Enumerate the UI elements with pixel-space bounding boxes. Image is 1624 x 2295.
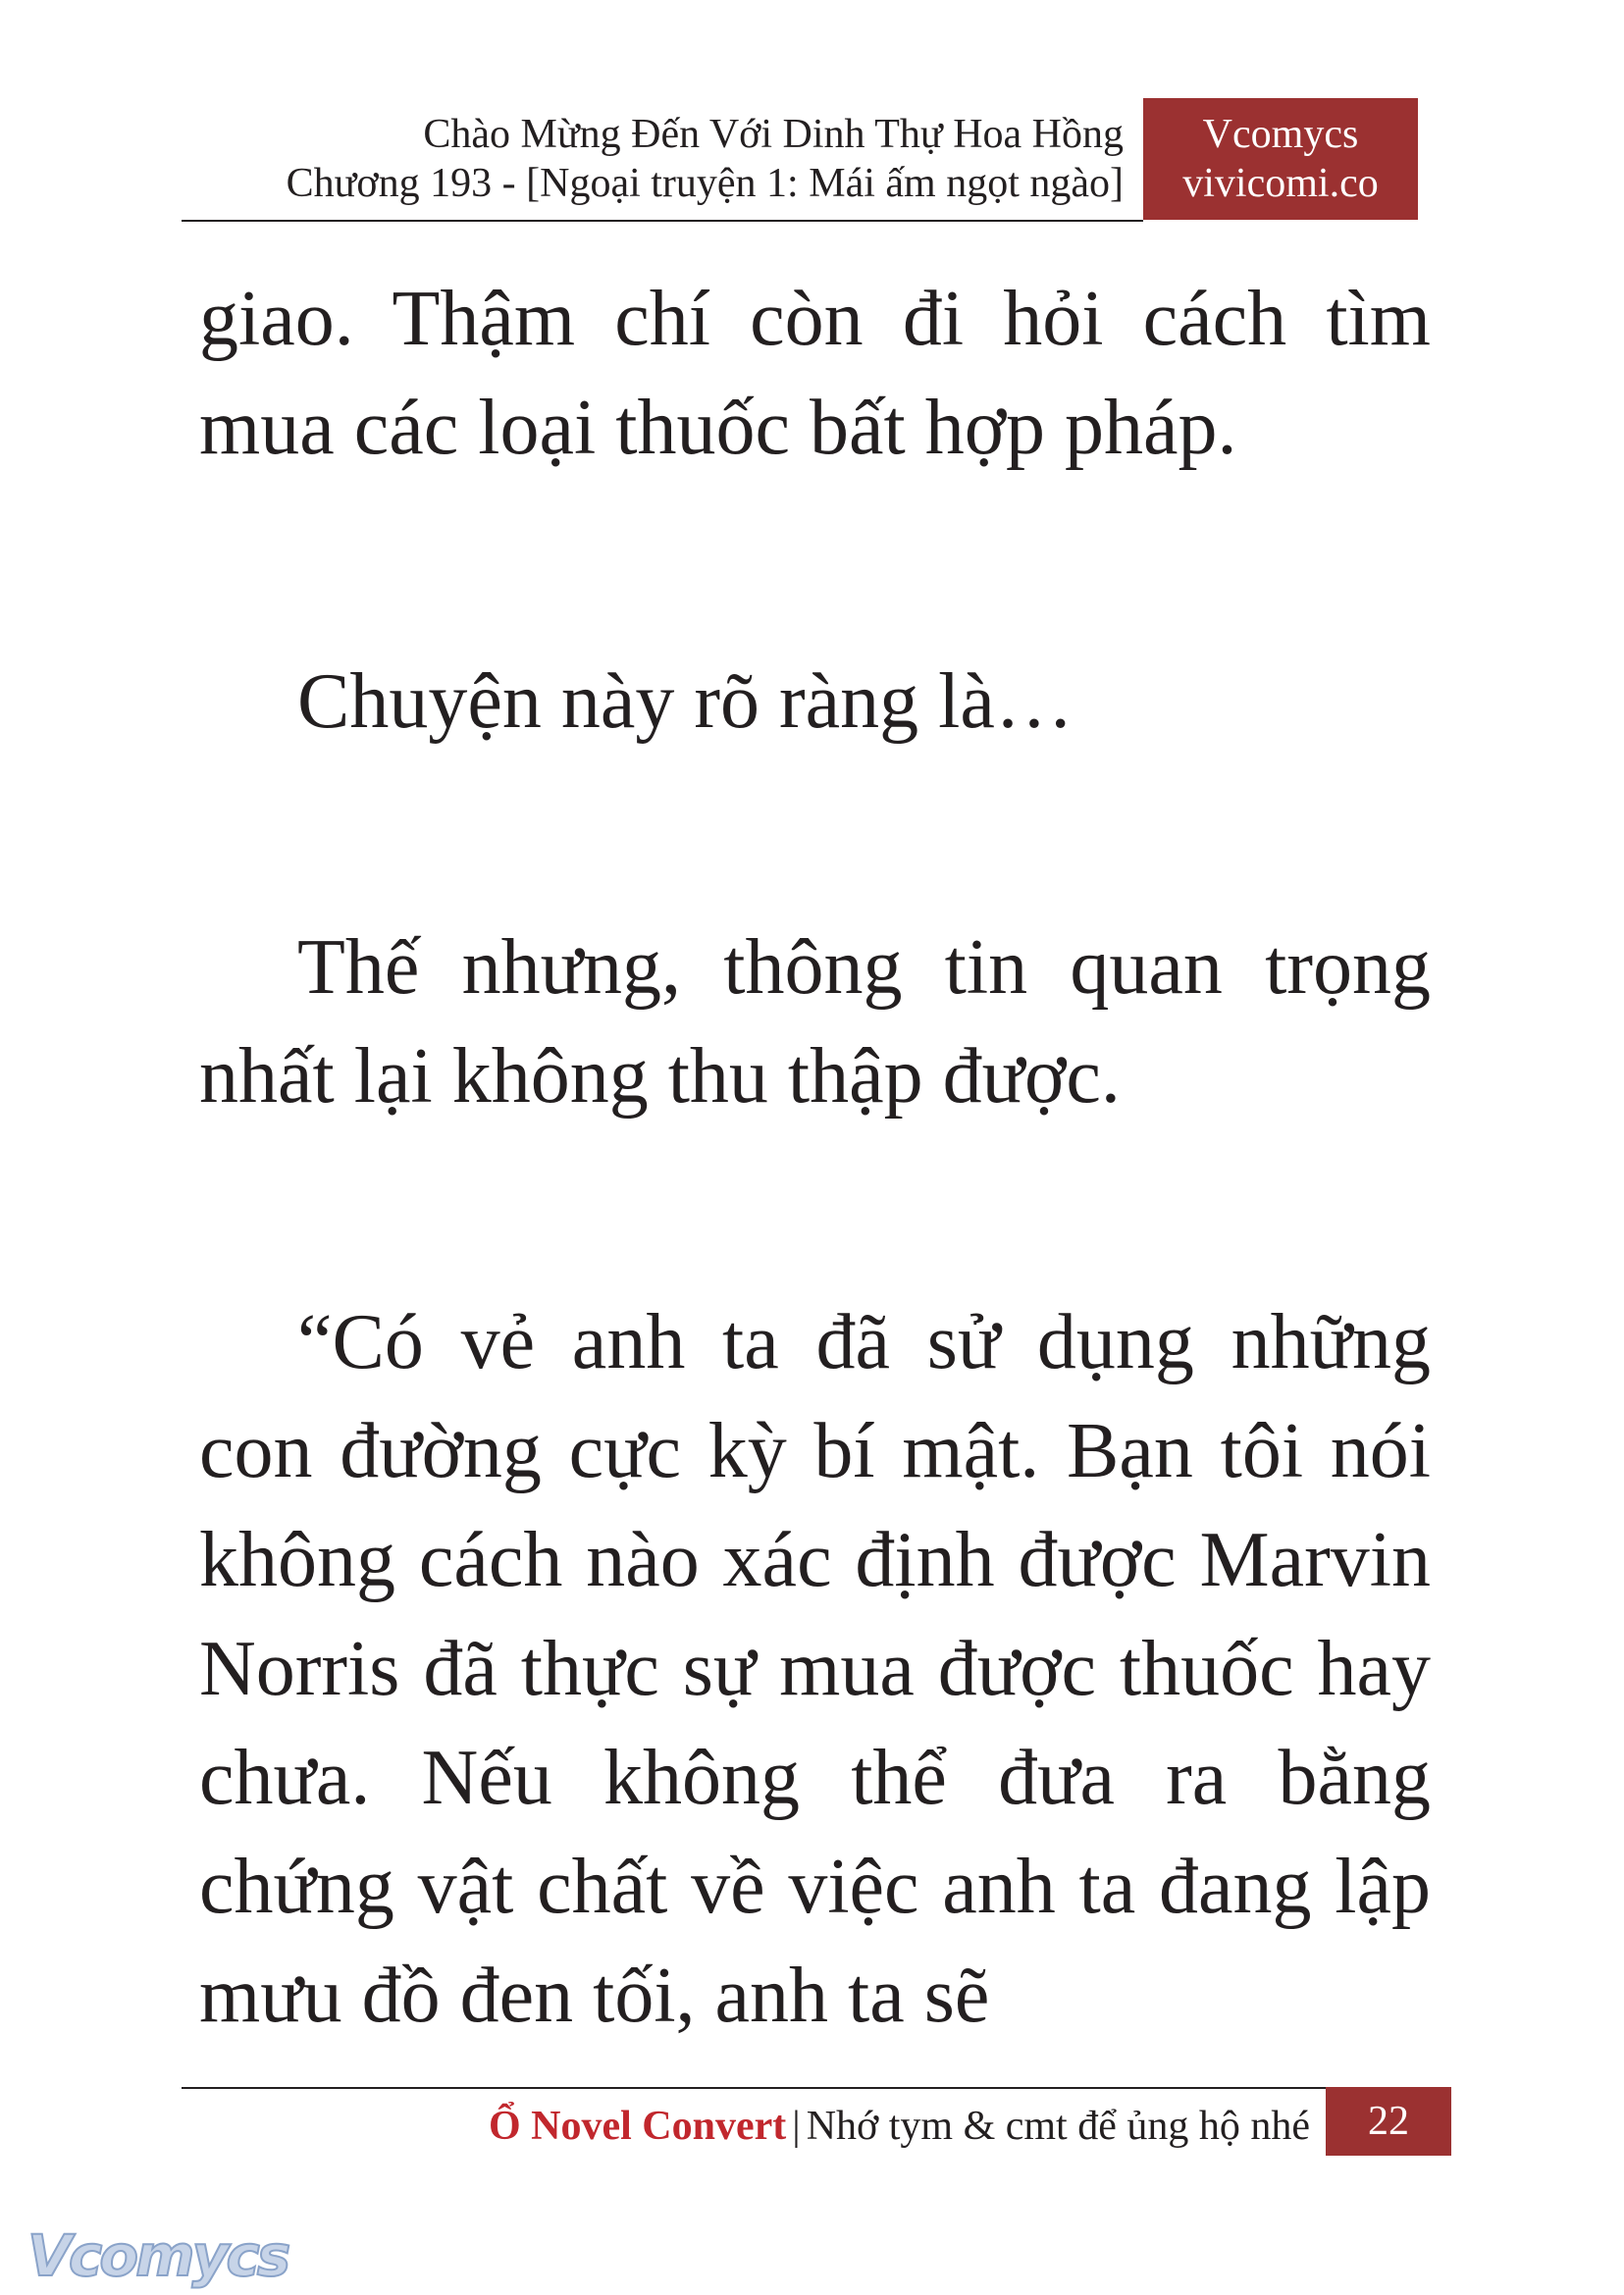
page-number: 22 — [1326, 2087, 1451, 2156]
site-badge — [1143, 98, 1418, 220]
paragraph: giao. Thậm chí còn đi hỏi cách tìm mua các loại thuốc bất hợp pháp. — [199, 276, 1431, 471]
paragraph: Thế nhưng, thông tin quan trọng nhất lại không thu thập được. — [199, 924, 1431, 1120]
header-divider — [182, 220, 1143, 222]
footer-divider — [182, 2087, 1326, 2089]
site-badge-name: Vcomycs — [1202, 112, 1359, 157]
page-header — [182, 98, 1418, 222]
site-badge-domain: vivicomi.co — [1182, 161, 1379, 206]
chapter-title: Chương 193 - [Ngoại truyện 1: Mái ấm ngọt ngào] — [286, 161, 1124, 206]
book-title: Chào Mừng Đến Với Dinh Thự Hoa Hồng — [423, 112, 1124, 157]
chapter-content — [199, 265, 1431, 2051]
footer-brand: Ổ Novel Convert — [488, 2104, 787, 2149]
footer-message: Nhớ tym & cmt để ủng hộ nhé — [806, 2104, 1310, 2149]
paragraph: “Có vẻ anh ta đã sử dụng những con đường cực kỳ bí mật. Bạn tôi nói không cách nào xác định được Marvin Norris đã thực sự mua được thuốc hay chưa. Nếu không thể đưa ra bằng chứng vật chất về việc anh ta đang lập mưu đồ đen tối, anh ta sẽ — [199, 1299, 1431, 2039]
page-footer — [489, 2098, 1310, 2155]
header-titles — [287, 110, 1124, 208]
watermark-logo: Vcomycs — [27, 2222, 288, 2289]
footer-separator: | — [792, 2104, 801, 2149]
paragraph: Chuyện này rõ ràng là… — [297, 658, 1074, 745]
